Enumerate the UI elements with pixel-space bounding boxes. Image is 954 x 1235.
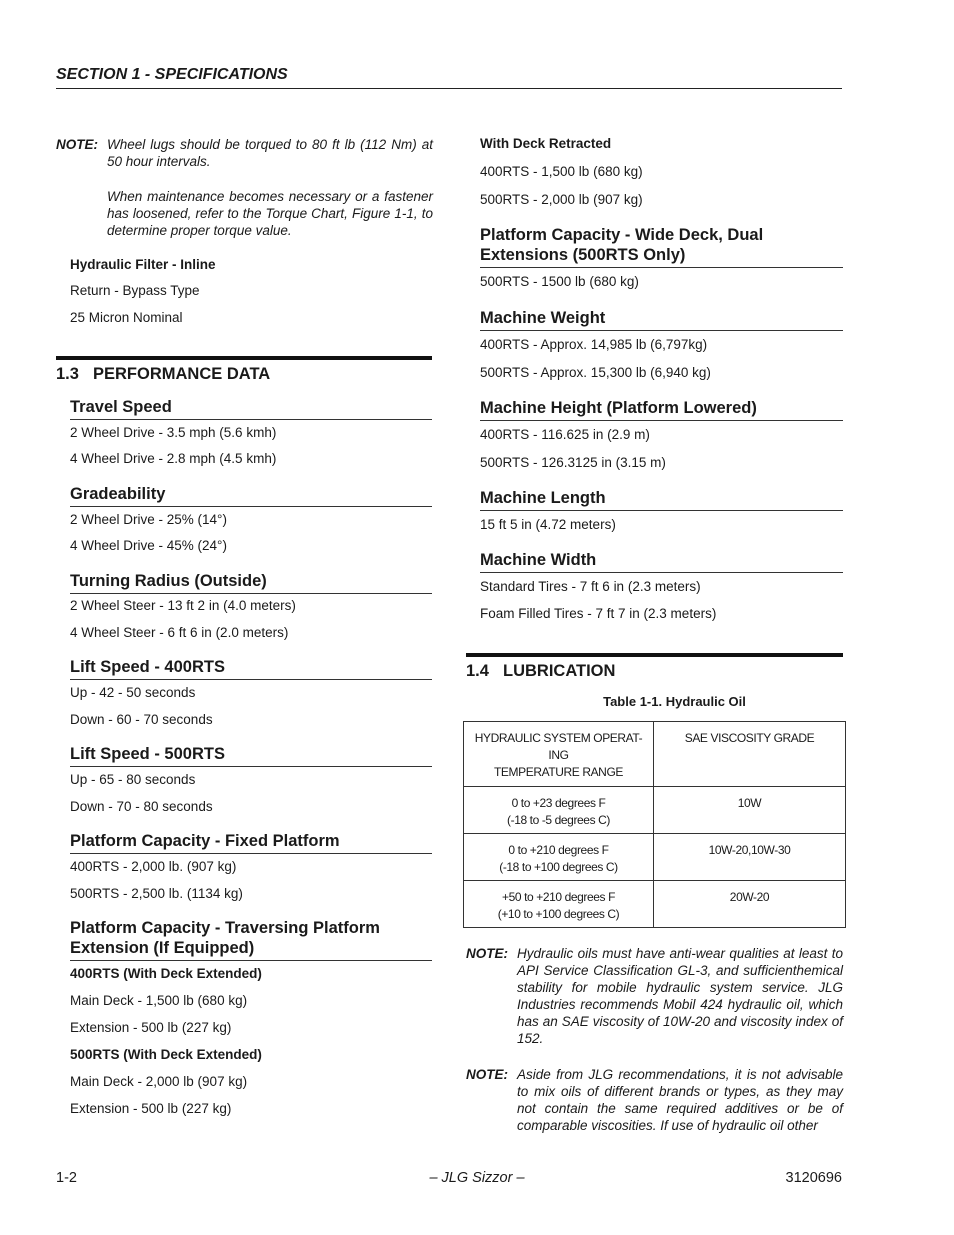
note-paragraph: Wheel lugs should be torqued to 80 ft lb (112 Nm) at 50 hour intervals. bbox=[107, 137, 433, 169]
table-header-cell: HYDRAULIC SYSTEM OPERAT- ING TEMPERATURE RANGE bbox=[464, 722, 654, 787]
table-cell: 10W-20,10W-30 bbox=[654, 834, 846, 881]
section-number: 1.4 bbox=[466, 662, 489, 680]
spec-line: 400RTS - 1,500 lb (680 kg) bbox=[480, 164, 643, 179]
spec-line: Foam Filled Tires - 7 ft 7 in (2.3 meters) bbox=[480, 606, 717, 621]
machine-weight-heading: Machine Weight bbox=[480, 308, 843, 331]
table-row bbox=[464, 881, 846, 928]
spec-line: Standard Tires - 7 ft 6 in (2.3 meters) bbox=[480, 579, 701, 594]
spec-line: Extension - 500 lb (227 kg) bbox=[70, 1020, 232, 1035]
capacity-wide-heading: Platform Capacity - Wide Deck, Dual Extensions (500RTS Only) bbox=[480, 225, 843, 268]
table-cell: 20W-20 bbox=[654, 881, 846, 928]
spec-line: 4 Wheel Steer - 6 ft 6 in (2.0 meters) bbox=[70, 625, 289, 640]
spec-line: 500RTS - 2,500 lb. (1134 kg) bbox=[70, 886, 243, 901]
capacity-traversing-heading: Platform Capacity - Traversing Platform Extension (If Equipped) bbox=[70, 918, 432, 961]
hydraulic-filter-title: Hydraulic Filter - Inline bbox=[70, 257, 216, 272]
table-header-row bbox=[464, 722, 846, 787]
machine-height-heading: Machine Height (Platform Lowered) bbox=[480, 398, 843, 421]
machine-width-heading: Machine Width bbox=[480, 550, 843, 573]
spec-line: 4 Wheel Drive - 45% (24°) bbox=[70, 538, 227, 553]
footer-title: – JLG Sizzor – bbox=[429, 1170, 525, 1186]
spec-line: 500RTS - Approx. 15,300 lb (6,940 kg) bbox=[480, 365, 711, 380]
gradeability-heading: Gradeability bbox=[70, 484, 432, 507]
section-number: 1.3 bbox=[56, 365, 79, 383]
spec-line: 500RTS - 126.3125 in (3.15 m) bbox=[480, 455, 666, 470]
sub-heading: 500RTS (With Deck Extended) bbox=[70, 1047, 262, 1062]
lift-speed-400-heading: Lift Speed - 400RTS bbox=[70, 657, 432, 680]
note-body bbox=[517, 1066, 843, 1134]
spec-line: 15 ft 5 in (4.72 meters) bbox=[480, 517, 616, 532]
section-name: PERFORMANCE DATA bbox=[93, 365, 271, 383]
spec-line: 2 Wheel Drive - 3.5 mph (5.6 kmh) bbox=[70, 425, 277, 440]
section-name: LUBRICATION bbox=[503, 662, 616, 680]
section-1-3-heading bbox=[56, 356, 432, 384]
spec-line: 400RTS - Approx. 14,985 lb (6,797kg) bbox=[480, 337, 708, 352]
sub-heading: With Deck Retracted bbox=[480, 136, 612, 151]
table-header-cell: SAE VISCOSITY GRADE bbox=[654, 722, 846, 787]
spec-line: Return - Bypass Type bbox=[70, 283, 200, 298]
spec-line: Extension - 500 lb (227 kg) bbox=[70, 1101, 232, 1116]
section-header bbox=[56, 66, 842, 89]
note-body bbox=[517, 945, 843, 1047]
spec-line: 2 Wheel Steer - 13 ft 2 in (4.0 meters) bbox=[70, 598, 296, 613]
note-label: NOTE: bbox=[56, 137, 98, 152]
table-cell: +50 to +210 degrees F (+10 to +100 degrees C) bbox=[464, 881, 654, 928]
spec-line: Down - 60 - 70 seconds bbox=[70, 712, 213, 727]
note-paragraph: Hydraulic oils must have anti-wear qualities at least to API Service Classification GL-3, and sufficienthemical stability for mobile hydraulic system service. JLG Industries recommends Mobil 424 hydraulic oil, which has an SAE viscosity of 10W-20 and viscosity index of 152. bbox=[517, 946, 843, 1046]
machine-length-heading: Machine Length bbox=[480, 488, 843, 511]
spec-line: 500RTS - 2,000 lb (907 kg) bbox=[480, 192, 643, 207]
turning-radius-heading: Turning Radius (Outside) bbox=[70, 571, 432, 594]
note-hydraulic-oils bbox=[466, 945, 843, 1047]
spec-line: Down - 70 - 80 seconds bbox=[70, 799, 213, 814]
note-mixing-oils bbox=[466, 1066, 843, 1134]
table-caption: Table 1-1. Hydraulic Oil bbox=[603, 694, 746, 709]
spec-line: Up - 65 - 80 seconds bbox=[70, 772, 196, 787]
lift-speed-500-heading: Lift Speed - 500RTS bbox=[70, 744, 432, 767]
sub-heading: 400RTS (With Deck Extended) bbox=[70, 966, 262, 981]
spec-line: 4 Wheel Drive - 2.8 mph (4.5 kmh) bbox=[70, 451, 277, 466]
section-title: SECTION 1 - SPECIFICATIONS bbox=[56, 66, 288, 83]
spec-line: 2 Wheel Drive - 25% (14°) bbox=[70, 512, 227, 527]
note-wheel-lugs bbox=[56, 136, 433, 239]
note-body bbox=[107, 136, 433, 239]
table-cell: 0 to +210 degrees F (-18 to +100 degrees C) bbox=[464, 834, 654, 881]
table-cell: 10W bbox=[654, 787, 846, 834]
spec-line: Main Deck - 2,000 lb (907 kg) bbox=[70, 1074, 248, 1089]
capacity-fixed-heading: Platform Capacity - Fixed Platform bbox=[70, 831, 432, 854]
spec-line: 500RTS - 1500 lb (680 kg) bbox=[480, 274, 639, 289]
document-number: 3120696 bbox=[785, 1170, 842, 1186]
spec-line: 25 Micron Nominal bbox=[70, 310, 183, 325]
table-cell: 0 to +23 degrees F (-18 to -5 degrees C) bbox=[464, 787, 654, 834]
travel-speed-heading: Travel Speed bbox=[70, 397, 432, 420]
spec-line: 400RTS - 2,000 lb. (907 kg) bbox=[70, 859, 237, 874]
note-label: NOTE: bbox=[466, 1067, 508, 1082]
page-number: 1-2 bbox=[56, 1170, 77, 1186]
note-paragraph: Aside from JLG recommendations, it is not advisable to mix oils of different brands or types, as they may not contain the same required additives or be of comparable viscosities. If use of hydraulic oil other bbox=[517, 1067, 843, 1133]
note-label: NOTE: bbox=[466, 946, 508, 961]
spec-line: 400RTS - 116.625 in (2.9 m) bbox=[480, 427, 650, 442]
section-1-4-heading bbox=[466, 653, 843, 681]
note-paragraph: When maintenance becomes necessary or a fastener has loosened, refer to the Torque Chart, Figure 1-1, to determine proper torque value. bbox=[107, 189, 433, 238]
spec-line: Up - 42 - 50 seconds bbox=[70, 685, 196, 700]
hydraulic-oil-table bbox=[463, 721, 846, 928]
spec-line: Main Deck - 1,500 lb (680 kg) bbox=[70, 993, 248, 1008]
table-row bbox=[464, 834, 846, 881]
table-row bbox=[464, 787, 846, 834]
